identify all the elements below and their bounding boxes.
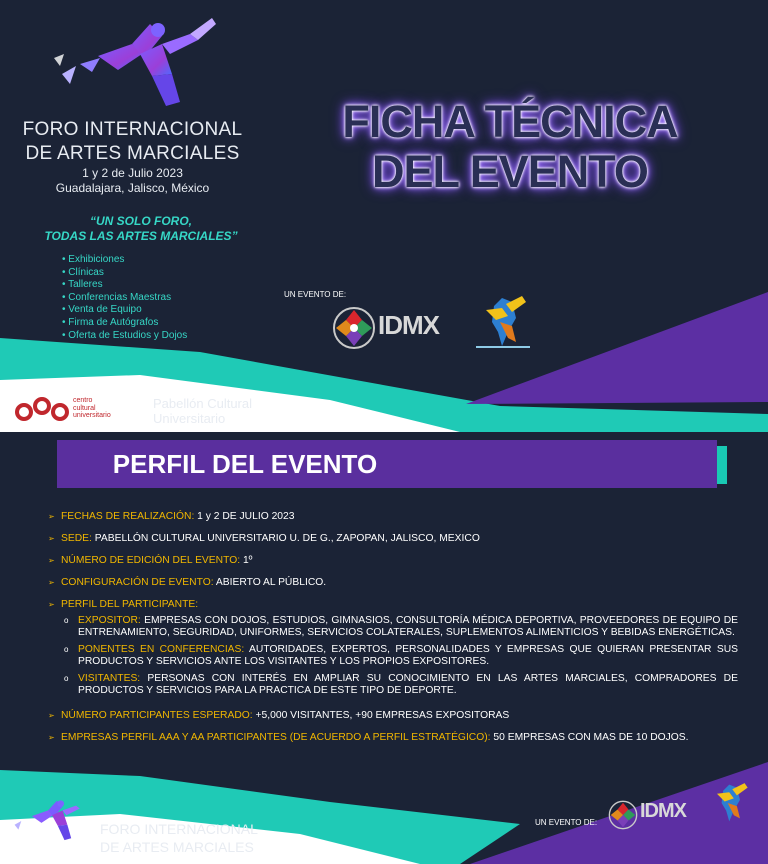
activity-item: • Firma de Autógrafos bbox=[62, 317, 187, 330]
detail-fechas bbox=[48, 510, 738, 523]
centro-cultural-logo-icon bbox=[14, 396, 70, 422]
activity-item: • Conferencias Maestras bbox=[62, 292, 187, 305]
event-location: Guadalajara, Jalisco, México bbox=[55, 181, 210, 195]
venue-logo-line2: cultural bbox=[73, 404, 96, 412]
footer-event-name-line1: FORO INTERNACIONAL bbox=[100, 821, 258, 837]
participant-value: AUTORIDADES, EXPERTOS, PERSONALIDADES Y EMPRESAS QUE QUIERAN PRESENTAR SUS PRODUCTOS Y SERVICIOS ANTE LOS VISITANTES Y LOS PROPIOS EXPOSITORES. bbox=[78, 643, 738, 668]
activity-item: • Venta de Equipo bbox=[62, 304, 187, 317]
event-name-line1: FORO INTERNACIONAL bbox=[22, 119, 243, 140]
slogan-line1: “UN SOLO FORO, bbox=[90, 214, 192, 228]
event-date: 1 y 2 de Julio 2023 bbox=[82, 166, 183, 180]
martial-artist-logo-icon bbox=[40, 14, 240, 114]
participant-label: VISITANTES: bbox=[78, 672, 141, 684]
detail-label: EMPRESAS PERFIL AAA Y AA PARTICIPANTES (DE ACUERDO A PERFIL ESTRATÉGICO): bbox=[61, 732, 491, 744]
venue-logo-line1: centro bbox=[73, 397, 93, 404]
footer-event-name-line2: DE ARTES MARCIALES bbox=[100, 839, 254, 855]
venue-logo-text bbox=[73, 397, 111, 420]
activity-item: • Oferta de Estudios y Dojos bbox=[62, 330, 187, 343]
footer-federation-logo-icon bbox=[706, 780, 754, 826]
federation-logo-icon bbox=[472, 292, 534, 352]
detail-value: ABIERTO AL PÚBLICO. bbox=[213, 577, 327, 588]
detail-label: SEDE: bbox=[61, 533, 92, 544]
participant-visitantes bbox=[48, 673, 738, 698]
footer-idmx-emblem-icon bbox=[608, 800, 638, 830]
section-title-accent bbox=[717, 446, 727, 484]
detail-value: 1º bbox=[240, 555, 253, 566]
idmx-emblem-icon bbox=[332, 306, 376, 350]
detail-participantes bbox=[48, 709, 738, 722]
activity-item: • Talleres bbox=[62, 279, 187, 292]
idmx-brand-text: IDMX bbox=[378, 310, 439, 340]
detail-value: +5,000 VISITANTES, +90 EMPRESAS EXPOSITORAS bbox=[252, 710, 510, 722]
detail-value: 1 y 2 DE JULIO 2023 bbox=[194, 511, 295, 522]
footer-organizer-label: UN EVENTO DE: bbox=[535, 818, 598, 827]
activities-list bbox=[62, 254, 187, 342]
detail-label: PERFIL DEL PARTICIPANTE: bbox=[61, 599, 199, 610]
detail-edicion bbox=[48, 554, 738, 567]
venue-logo-line3: universitario bbox=[73, 412, 111, 419]
venue-line2: Universitario bbox=[153, 411, 226, 426]
activity-item: • Clínicas bbox=[62, 267, 187, 280]
detail-sede bbox=[48, 532, 738, 545]
detail-label: CONFIGURACIÓN DE EVENTO: bbox=[61, 577, 214, 588]
venue-name bbox=[153, 396, 252, 426]
event-name-line2: DE ARTES MARCIALES bbox=[25, 143, 240, 164]
participant-ponentes bbox=[48, 644, 738, 669]
main-title-line1: FICHA TÉCNICA bbox=[342, 96, 678, 147]
footer-idmx-brand-text: IDMX bbox=[640, 800, 686, 822]
detail-label: NÚMERO DE EDICIÓN DEL EVENTO: bbox=[61, 555, 241, 566]
slogan-line2: TODAS LAS ARTES MARCIALES” bbox=[44, 229, 238, 243]
participant-value: PERSONAS CON INTERÉS EN AMPLIAR SU CONOCIMIENTO EN LAS ARTES MARCIALES, COMPRADORES DE PRODUCTOS Y SERVICIOS PARA LA PRACTICA DE ESTE TIPO DE DEPORTE. bbox=[78, 672, 738, 697]
profile-details bbox=[48, 510, 738, 753]
detail-label: FECHAS DE REALIZACIÓN: bbox=[61, 511, 195, 522]
organizer-label: UN EVENTO DE: bbox=[284, 290, 347, 299]
main-title-line2: DEL EVENTO bbox=[372, 146, 648, 197]
detail-configuracion bbox=[48, 576, 738, 589]
detail-label: NÚMERO PARTICIPANTES ESPERADO: bbox=[61, 710, 253, 722]
participant-value: EMPRESAS CON DOJOS, ESTUDIOS, GIMNASIOS, CONSULTORÍA MÉDICA DEPORTIVA, PROVEEDORES DE EQUIPO DE ENTRENAMIENTO, SEGURIDAD, UNIFORMES, SERVICIOS COLATERALES, SUPLEMENTOS ALIMENTICIOS Y BEBIDAS ENERGÉTICAS. bbox=[78, 615, 738, 639]
participant-expositor bbox=[48, 615, 738, 640]
detail-value: PABELLÓN CULTURAL UNIVERSITARIO U. DE G., ZAPOPAN, JALISCO, MEXICO bbox=[91, 533, 480, 544]
participant-label: EXPOSITOR: bbox=[78, 615, 141, 626]
footer-martial-artist-logo-icon bbox=[4, 794, 100, 846]
detail-perfil-participante bbox=[48, 598, 738, 611]
footer-event-name bbox=[100, 820, 258, 856]
section-title: PERFIL DEL EVENTO bbox=[112, 449, 378, 479]
activity-item: • Exhibiciones bbox=[62, 254, 187, 267]
venue-line1: Pabellón Cultural bbox=[153, 396, 253, 411]
participant-label: PONENTES EN CONFERENCIAS: bbox=[78, 643, 245, 655]
detail-value: 50 EMPRESAS CON MAS DE 10 DOJOS. bbox=[490, 732, 689, 744]
detail-empresas bbox=[48, 731, 738, 744]
